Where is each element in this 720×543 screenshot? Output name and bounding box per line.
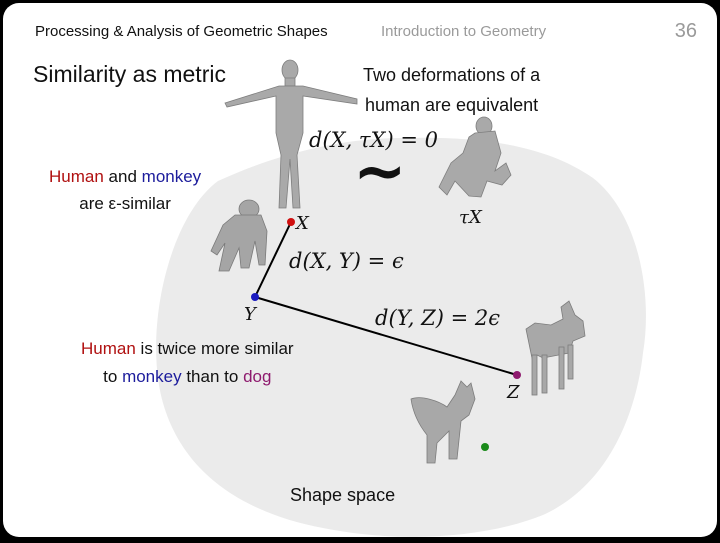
- twice-similar-note: [81, 335, 294, 391]
- equation-yz: d(Y, Z) = 2ϵ: [375, 306, 500, 330]
- twice-line-2: [81, 363, 294, 391]
- slide: [3, 3, 717, 537]
- equivalence-note: [363, 60, 540, 120]
- eps-similar-note: [49, 163, 201, 217]
- point-z: [513, 371, 521, 379]
- page-number: 36: [674, 20, 697, 42]
- label-x: X: [296, 213, 309, 234]
- word-and: and: [108, 167, 137, 186]
- eps-line-1: [49, 163, 201, 190]
- twice-text-1: is twice more similar: [140, 339, 294, 358]
- equivalence-line-1: Two deformations of a: [363, 65, 541, 85]
- twice-text-3: than to: [186, 367, 239, 386]
- equation-deformation: d(X, τX) = 0: [309, 128, 439, 152]
- label-tx: τX: [459, 207, 482, 228]
- twice-line-1: [81, 335, 294, 363]
- equivalence-line-2: human are equivalent: [364, 95, 539, 115]
- shape-space-label: Shape space: [290, 485, 396, 505]
- label-y: Y: [244, 304, 256, 325]
- word-monkey: monkey: [122, 367, 182, 386]
- slide-title: Similarity as metric: [33, 61, 226, 87]
- word-human: Human: [49, 167, 104, 186]
- point-cat: [481, 443, 489, 451]
- label-z: Z: [507, 382, 520, 403]
- course-title: Processing & Analysis of Geometric Shapes: [35, 23, 328, 40]
- word-human: Human: [81, 339, 136, 358]
- eps-line-2: are ε-similar: [79, 194, 171, 213]
- point-y: [251, 293, 259, 301]
- word-dog: dog: [243, 367, 272, 386]
- equation-xy: d(X, Y) = ϵ: [289, 249, 404, 273]
- word-monkey: monkey: [141, 167, 202, 186]
- twice-text-2: to: [103, 367, 118, 386]
- approx-symbol: ~: [353, 135, 407, 209]
- point-x: [287, 218, 295, 226]
- topic-title: Introduction to Geometry: [381, 23, 547, 40]
